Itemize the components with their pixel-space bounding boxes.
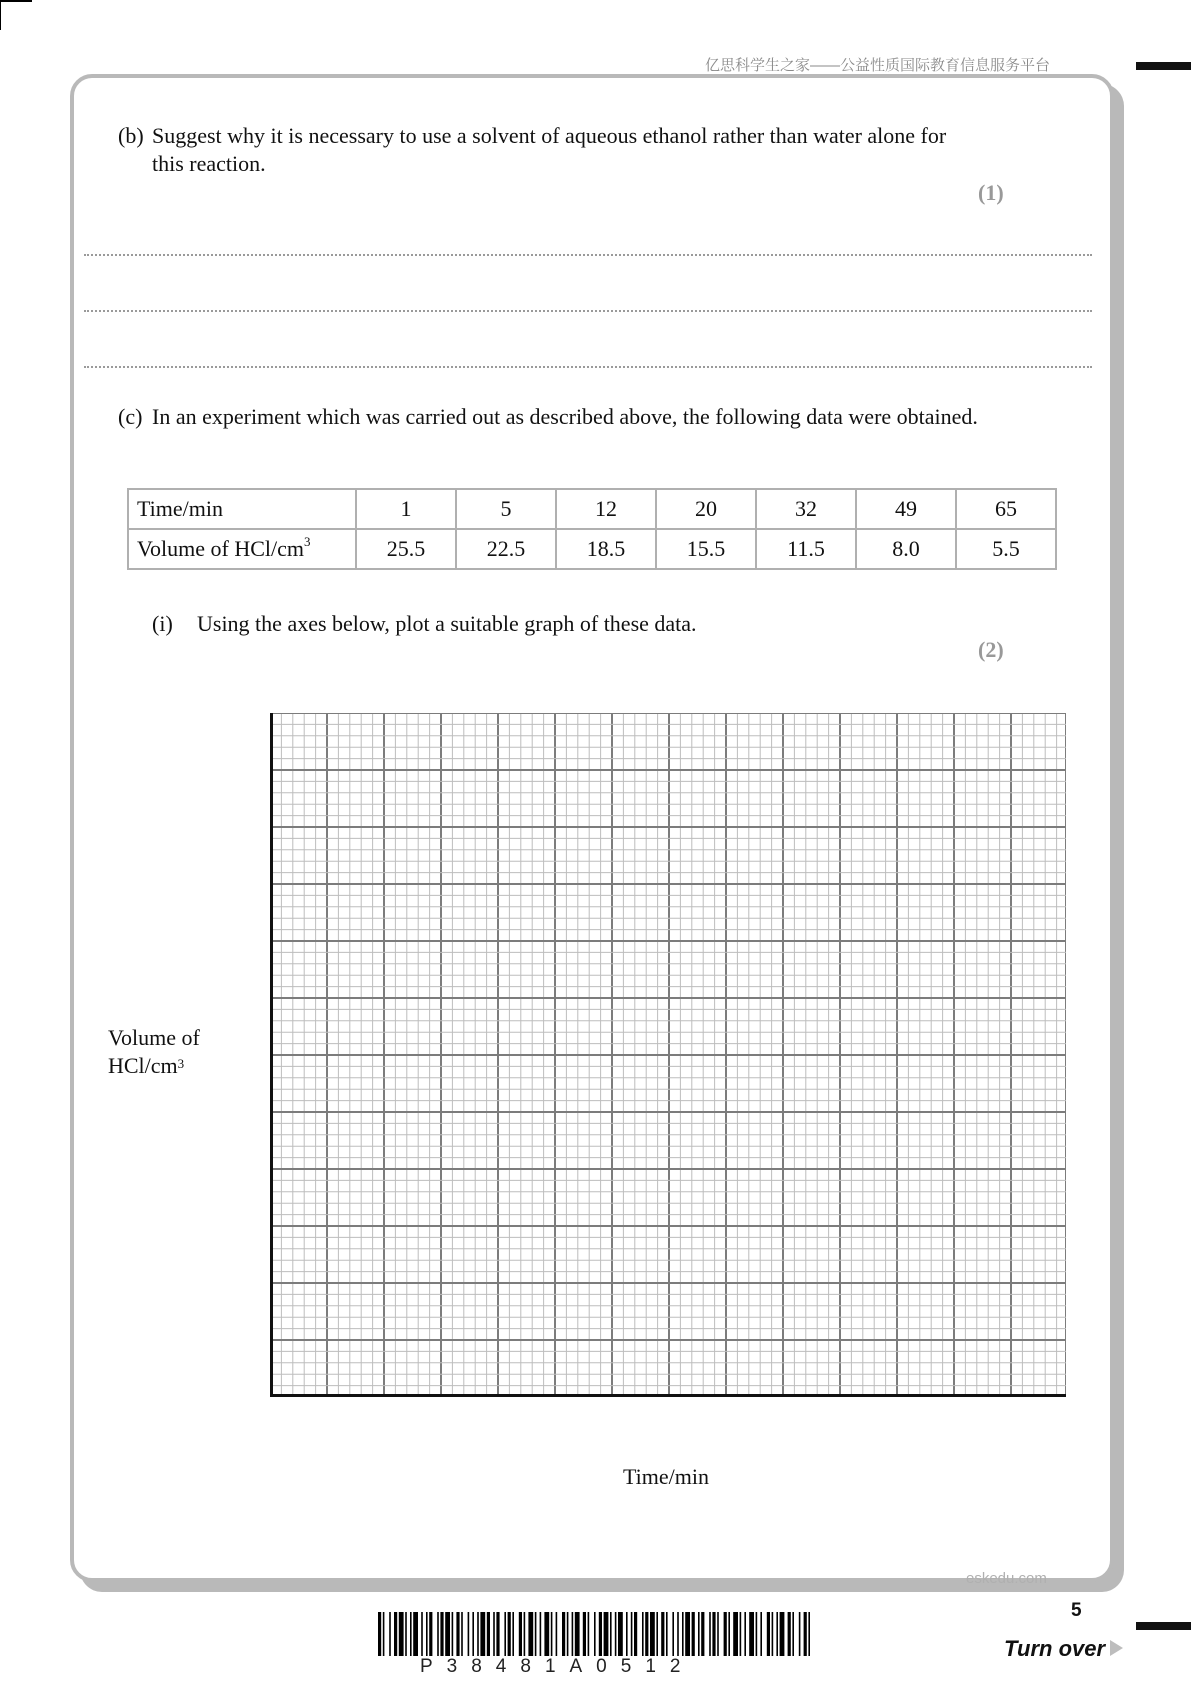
barcode-bar bbox=[413, 1612, 418, 1656]
barcode-bar bbox=[724, 1612, 727, 1656]
part-i-marks: (2) bbox=[978, 637, 1004, 662]
barcode-bar bbox=[744, 1612, 746, 1656]
table-cell-volume: 8.0 bbox=[856, 529, 956, 569]
barcode-bar bbox=[452, 1612, 454, 1656]
margin-tab-bottom bbox=[1136, 1622, 1191, 1630]
barcode-bar bbox=[528, 1612, 533, 1656]
barcode-bar bbox=[760, 1612, 762, 1656]
barcode-bar bbox=[496, 1612, 499, 1656]
table-cell-volume: 5.5 bbox=[956, 529, 1056, 569]
data-table bbox=[127, 488, 1057, 570]
barcode-bar bbox=[717, 1612, 719, 1656]
barcode-bar bbox=[594, 1612, 596, 1656]
table-cell-volume: 15.5 bbox=[656, 529, 756, 569]
barcode-bar bbox=[540, 1612, 542, 1656]
table-cell-time: 49 bbox=[856, 489, 956, 529]
table-cell-volume: 25.5 bbox=[356, 529, 456, 569]
table-cell-time: 65 bbox=[956, 489, 1056, 529]
barcode-bar bbox=[626, 1612, 628, 1656]
barcode-bar bbox=[701, 1612, 704, 1656]
barcode-bar bbox=[445, 1612, 450, 1656]
barcode-bar bbox=[672, 1612, 674, 1656]
table-row-time bbox=[128, 489, 1056, 529]
graph-paper[interactable] bbox=[270, 713, 1066, 1397]
barcode-bar bbox=[740, 1612, 742, 1656]
barcode-bar bbox=[666, 1612, 668, 1656]
barcode-bar bbox=[677, 1612, 679, 1656]
header-watermark: 亿思科学生之家——公益性质国际教育信息服务平台 bbox=[704, 57, 1050, 74]
part-i-text: Using the axes below, plot a suitable graph of these data. bbox=[197, 611, 697, 636]
barcode-bar bbox=[772, 1612, 774, 1656]
margin-tab-top bbox=[1136, 62, 1191, 70]
table-cell-volume: 18.5 bbox=[556, 529, 656, 569]
turn-over-label: Turn over bbox=[1004, 1636, 1106, 1661]
barcode-bar bbox=[604, 1612, 609, 1656]
barcode-bar bbox=[394, 1612, 397, 1656]
barcode-bar bbox=[456, 1612, 459, 1656]
question-b-text: Suggest why it is necessary to use a solvent of aqueous ethanol rather than water alone for this reaction. bbox=[152, 123, 947, 176]
barcode-bar bbox=[698, 1612, 700, 1656]
barcode-bar bbox=[410, 1612, 412, 1656]
arrow-right-icon bbox=[1110, 1640, 1123, 1656]
part-i-label: (i) bbox=[152, 611, 173, 636]
barcode-bar bbox=[804, 1612, 807, 1656]
barcode-bar bbox=[477, 1612, 479, 1656]
barcode-bar bbox=[618, 1612, 623, 1656]
barcode-bar bbox=[508, 1612, 511, 1656]
barcode-bar bbox=[610, 1612, 612, 1656]
barcode-bar bbox=[808, 1612, 810, 1656]
barcode-bar bbox=[631, 1612, 633, 1656]
question-c-letter: (c) bbox=[118, 404, 143, 429]
barcode-bar bbox=[776, 1612, 778, 1656]
table-header-volume bbox=[128, 529, 356, 569]
barcode-bar bbox=[709, 1612, 711, 1656]
barcode-bar bbox=[780, 1612, 785, 1656]
barcode-bar bbox=[512, 1612, 514, 1656]
barcode-bar bbox=[399, 1612, 404, 1656]
barcode-bar bbox=[487, 1612, 490, 1656]
y-axis-label-text: HCl/cm bbox=[108, 1053, 178, 1078]
barcode-text: P38481A0512 bbox=[420, 1656, 695, 1677]
barcode-bar bbox=[749, 1612, 754, 1656]
answer-line[interactable] bbox=[84, 254, 1092, 256]
edge-mark bbox=[0, 0, 1, 30]
barcode-bar bbox=[733, 1612, 738, 1656]
corner-mark bbox=[0, 0, 32, 2]
barcode-bar bbox=[575, 1612, 580, 1656]
barcode-bar bbox=[756, 1612, 758, 1656]
barcode-bar bbox=[642, 1612, 644, 1656]
barcode-bar bbox=[792, 1612, 794, 1656]
barcode-bar bbox=[567, 1612, 569, 1656]
volume-header-text: Volume of HCl/cm bbox=[137, 536, 305, 561]
barcode-bar bbox=[583, 1612, 586, 1656]
volume-header-sup: 3 bbox=[304, 534, 311, 549]
table-cell-time: 12 bbox=[556, 489, 656, 529]
barcode-bar bbox=[685, 1612, 690, 1656]
barcode-bar bbox=[656, 1612, 658, 1656]
barcode-bar bbox=[426, 1612, 428, 1656]
footer-watermark: eskedu.com bbox=[966, 1570, 1047, 1587]
barcode-bar bbox=[461, 1612, 463, 1656]
barcode-bar bbox=[692, 1612, 695, 1656]
barcode-bar bbox=[480, 1612, 485, 1656]
barcode-bar bbox=[519, 1612, 522, 1656]
barcode-bar bbox=[472, 1612, 474, 1656]
barcode-bar bbox=[712, 1612, 715, 1656]
barcode-bar bbox=[504, 1612, 506, 1656]
barcode-bar bbox=[468, 1612, 470, 1656]
table-row-volume bbox=[128, 529, 1056, 569]
barcode-bar bbox=[524, 1612, 526, 1656]
barcode-bar bbox=[645, 1612, 648, 1656]
y-axis-label-line2 bbox=[108, 1052, 200, 1080]
table-cell-time: 32 bbox=[756, 489, 856, 529]
barcode-bar bbox=[634, 1612, 637, 1656]
y-axis-label bbox=[108, 1024, 200, 1080]
table-header-time: Time/min bbox=[128, 489, 356, 529]
answer-line[interactable] bbox=[84, 310, 1092, 312]
y-axis-label-sup: 3 bbox=[177, 1056, 185, 1071]
barcode-bar bbox=[682, 1612, 684, 1656]
table-cell-volume: 22.5 bbox=[456, 529, 556, 569]
barcode-bar bbox=[588, 1612, 590, 1656]
barcode-bar bbox=[421, 1612, 423, 1656]
table-cell-time: 5 bbox=[456, 489, 556, 529]
barcode-bar bbox=[437, 1612, 439, 1656]
question-b-letter: (b) bbox=[118, 123, 144, 148]
barcode-bar bbox=[378, 1612, 381, 1656]
barcode-bar bbox=[493, 1612, 495, 1656]
question-c-text: In an experiment which was carried out as described above, the following data were obtained. bbox=[152, 404, 978, 429]
table-cell-volume: 11.5 bbox=[756, 529, 856, 569]
barcode-bar bbox=[551, 1612, 553, 1656]
barcode-bar bbox=[572, 1612, 574, 1656]
barcode-bar bbox=[429, 1612, 432, 1656]
barcode-bar bbox=[615, 1612, 617, 1656]
barcode-bar bbox=[650, 1612, 655, 1656]
barcode-bar bbox=[599, 1612, 602, 1656]
barcode-bar bbox=[544, 1612, 549, 1656]
answer-line[interactable] bbox=[84, 366, 1092, 368]
barcode-bar bbox=[799, 1612, 801, 1656]
barcode-bar bbox=[788, 1612, 791, 1656]
barcode-bar bbox=[728, 1612, 730, 1656]
page-number: 5 bbox=[1071, 1600, 1082, 1621]
barcode-bar bbox=[562, 1612, 565, 1656]
barcode-bar bbox=[661, 1612, 664, 1656]
barcode-bar bbox=[383, 1612, 385, 1656]
x-axis-label: Time/min bbox=[623, 1464, 709, 1489]
question-b-marks: (1) bbox=[978, 180, 1004, 205]
barcode-bar bbox=[389, 1612, 391, 1656]
barcode bbox=[378, 1612, 810, 1656]
barcode-bar bbox=[556, 1612, 558, 1656]
barcode-bar bbox=[405, 1612, 407, 1656]
table-cell-time: 20 bbox=[656, 489, 756, 529]
barcode-bar bbox=[440, 1612, 443, 1656]
barcode-bar bbox=[535, 1612, 537, 1656]
barcode-bar bbox=[767, 1612, 770, 1656]
table-cell-time: 1 bbox=[356, 489, 456, 529]
y-axis-label-line1: Volume of bbox=[108, 1025, 200, 1050]
